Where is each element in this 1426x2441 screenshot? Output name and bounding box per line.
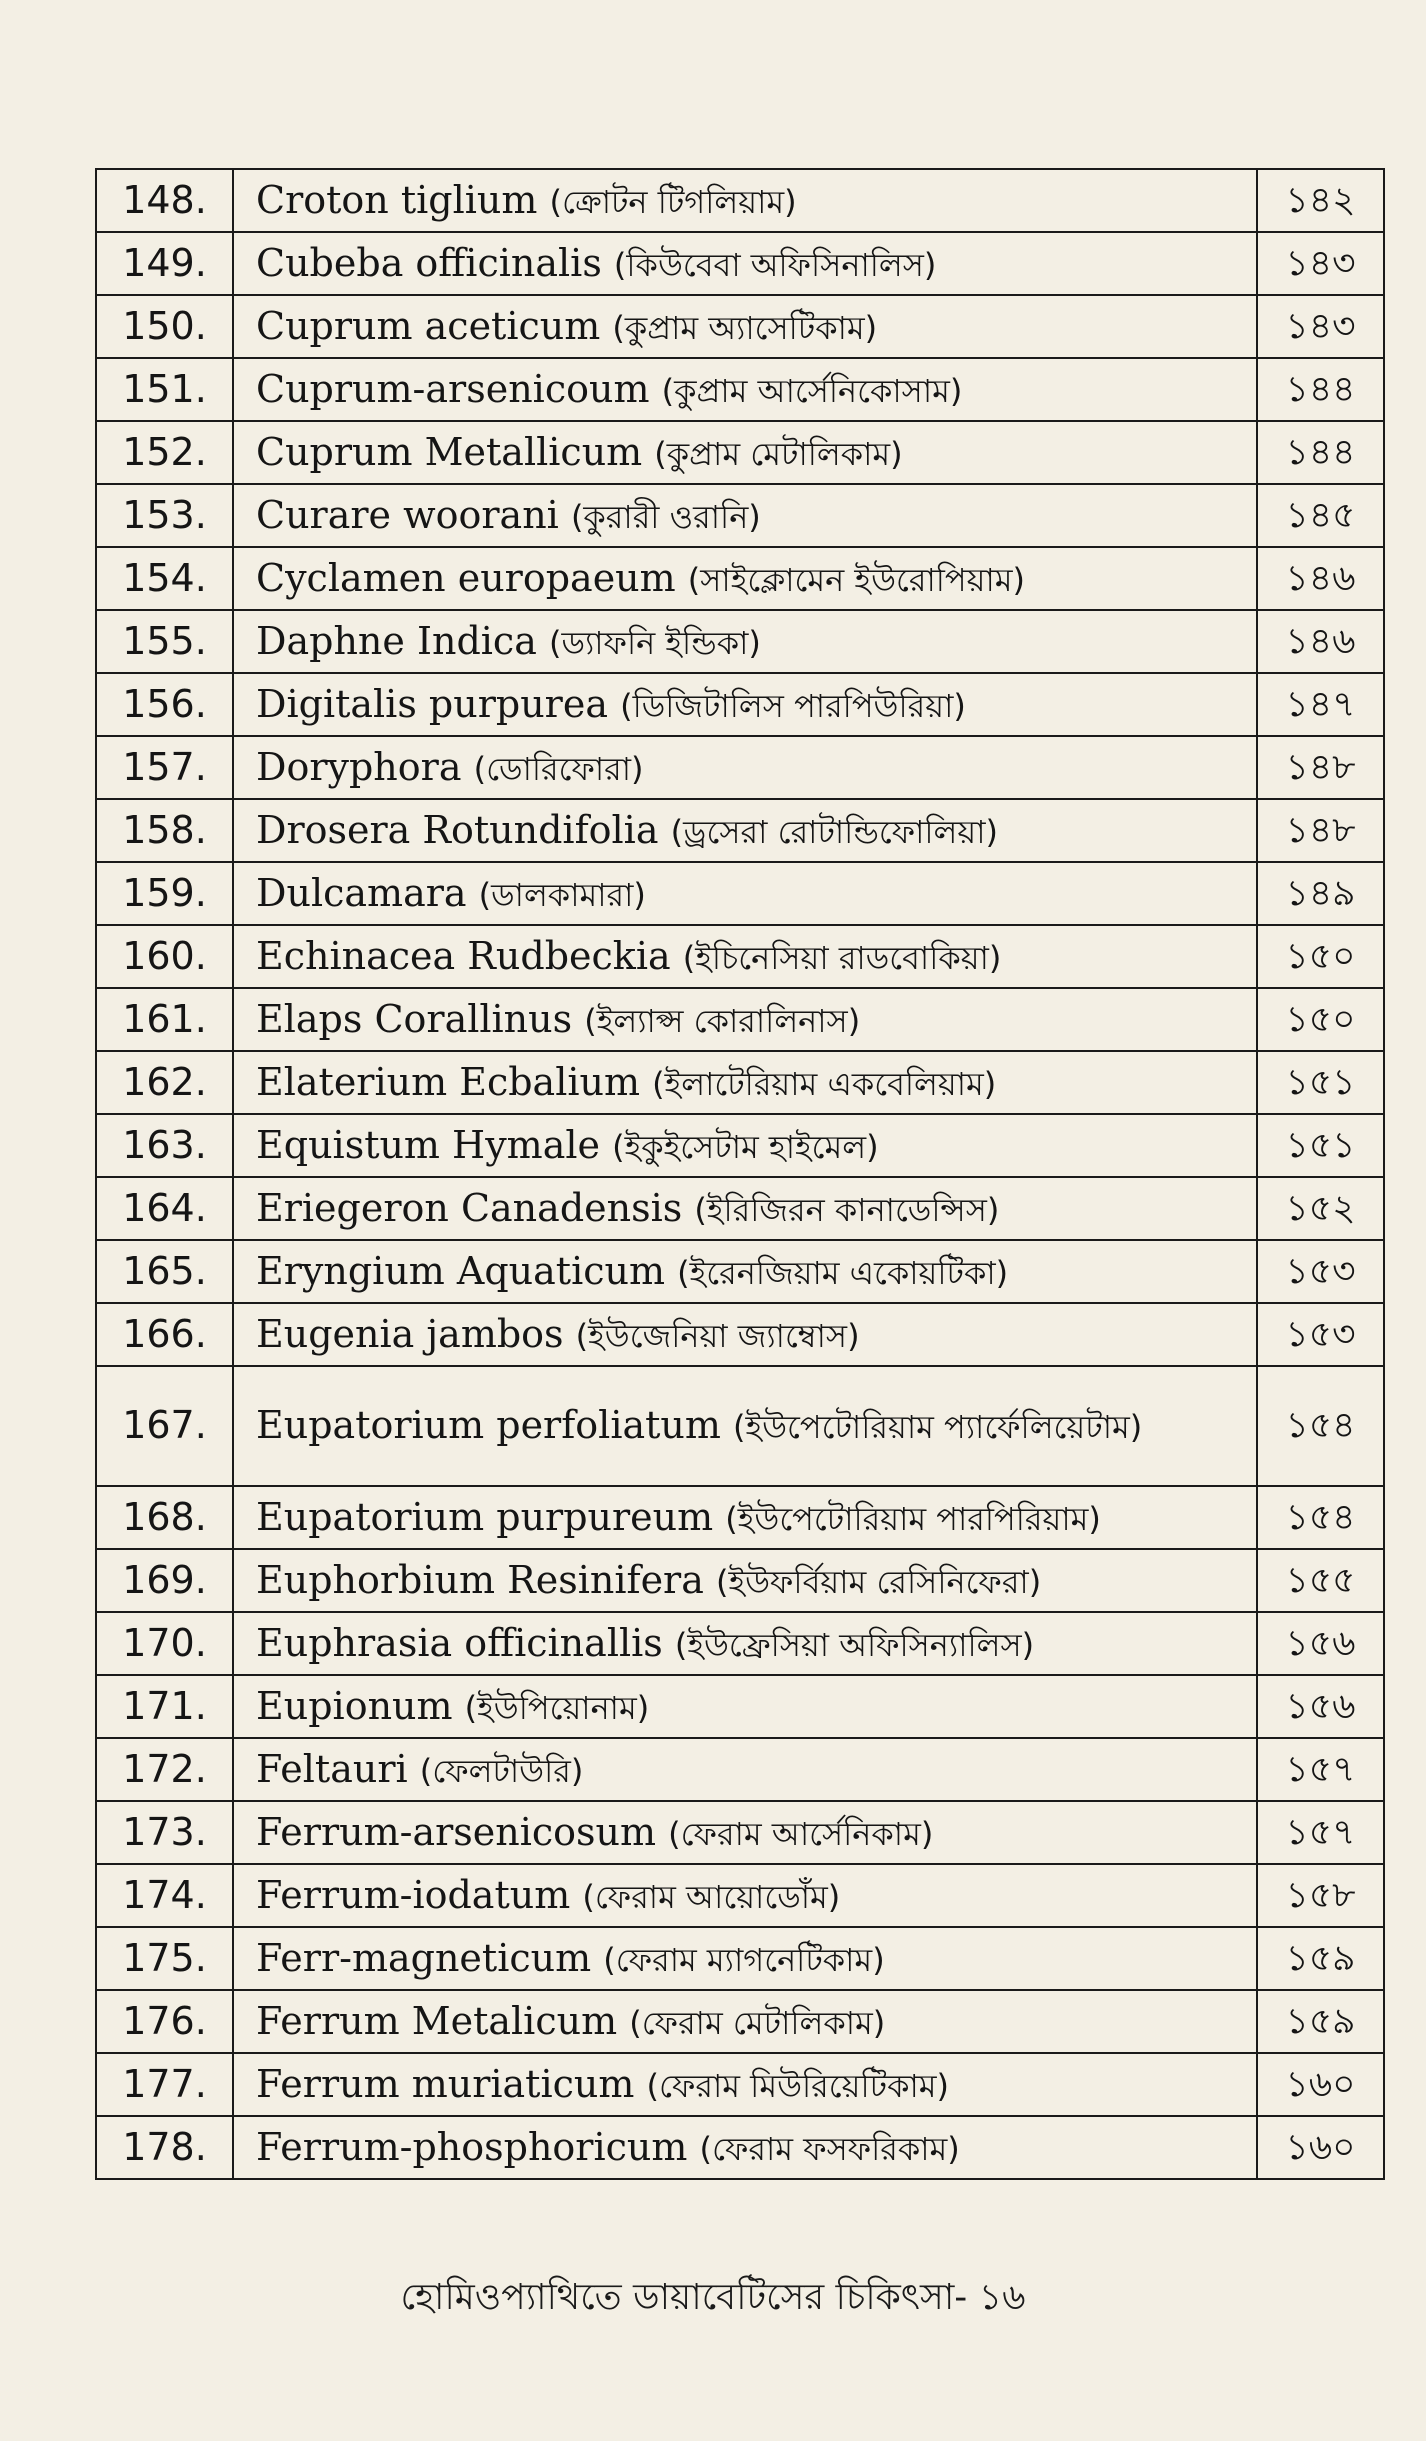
table-row xyxy=(96,547,1384,610)
entry-number: 169. xyxy=(96,1549,233,1612)
remedy-name xyxy=(233,1801,1257,1864)
remedy-name xyxy=(233,988,1257,1051)
page-number: ১৫০ xyxy=(1257,988,1384,1051)
page-number: ১৪৪ xyxy=(1257,421,1384,484)
remedy-name xyxy=(233,1366,1257,1486)
bengali-name: (ইউপেটোরিয়াম পারপিরিয়াম) xyxy=(725,1499,1101,1538)
entry-number: 167. xyxy=(96,1366,233,1486)
remedy-name xyxy=(233,1177,1257,1240)
latin-name: Dulcamara xyxy=(256,870,467,915)
entry-number: 173. xyxy=(96,1801,233,1864)
table-row xyxy=(96,1051,1384,1114)
remedy-name xyxy=(233,232,1257,295)
page-number: ১৪৯ xyxy=(1257,862,1384,925)
page-number: ১৪৬ xyxy=(1257,547,1384,610)
remedy-name xyxy=(233,1738,1257,1801)
table-row xyxy=(96,736,1384,799)
page-number: ১৪৮ xyxy=(1257,736,1384,799)
table-row xyxy=(96,358,1384,421)
page-number: ১৪২ xyxy=(1257,169,1384,232)
bengali-name: (কুপ্রাম অ্যাসেটিকাম) xyxy=(612,308,878,347)
table-row xyxy=(96,862,1384,925)
entry-number: 156. xyxy=(96,673,233,736)
latin-name: Feltauri xyxy=(256,1746,408,1791)
entry-number: 176. xyxy=(96,1990,233,2053)
page-footer: হোমিওপ্যাথিতে ডায়াবেটিসের চিকিৎসা- ১৬ xyxy=(400,2277,1026,2318)
entry-number: 152. xyxy=(96,421,233,484)
bengali-name: (কুপ্রাম মেটালিকাম) xyxy=(654,434,903,473)
remedy-name xyxy=(233,2053,1257,2116)
page-number: ১৪৬ xyxy=(1257,610,1384,673)
bengali-name: (ইরেনজিয়াম একোয়টিকা) xyxy=(677,1253,1009,1292)
page-number: ১৫৭ xyxy=(1257,1738,1384,1801)
table-row xyxy=(96,1612,1384,1675)
latin-name: Ferrum-arsenicosum xyxy=(256,1809,657,1854)
table-row xyxy=(96,484,1384,547)
table-row xyxy=(96,799,1384,862)
bengali-name: (ফেরাম ম্যাগনেটিকাম) xyxy=(603,1940,885,1979)
latin-name: Euphorbium Resinifera xyxy=(256,1557,704,1602)
page-number: ১৪৭ xyxy=(1257,673,1384,736)
page-number: ১৪৮ xyxy=(1257,799,1384,862)
page-number: ১৫১ xyxy=(1257,1114,1384,1177)
table-row xyxy=(96,610,1384,673)
latin-name: Ferr-magneticum xyxy=(256,1935,592,1980)
entry-number: 154. xyxy=(96,547,233,610)
bengali-name: (ডিজিটালিস পারপিউরিয়া) xyxy=(620,686,966,725)
remedy-name xyxy=(233,1303,1257,1366)
bengali-name: (ইউফ্রেসিয়া অফিসিন্যালিস) xyxy=(674,1625,1035,1664)
page-number: ১৪৩ xyxy=(1257,232,1384,295)
table-row xyxy=(96,1177,1384,1240)
table-row xyxy=(96,1303,1384,1366)
remedy-name xyxy=(233,1990,1257,2053)
bengali-name: (ইউপেটোরিয়াম প্যার্ফেলিয়েটাম) xyxy=(733,1408,1143,1447)
page-number: ১৫৪ xyxy=(1257,1366,1384,1486)
bengali-name: (কিউবেবা অফিসিনালিস) xyxy=(613,245,937,284)
bengali-name: (ফেরাম আর্সেনিকাম) xyxy=(668,1814,934,1853)
page-number: ১৫৯ xyxy=(1257,1927,1384,1990)
remedy-name xyxy=(233,925,1257,988)
remedy-name xyxy=(233,295,1257,358)
table-row xyxy=(96,1927,1384,1990)
remedy-name xyxy=(233,1114,1257,1177)
entry-number: 175. xyxy=(96,1927,233,1990)
latin-name: Ferrum-iodatum xyxy=(256,1872,571,1917)
table-row xyxy=(96,1114,1384,1177)
bengali-name: (ডালকামারা) xyxy=(478,875,646,914)
latin-name: Elaps Corallinus xyxy=(256,996,573,1041)
remedy-index-table xyxy=(95,168,1385,2180)
page-number: ১৫৫ xyxy=(1257,1549,1384,1612)
latin-name: Eugenia jambos xyxy=(256,1311,564,1356)
entry-number: 151. xyxy=(96,358,233,421)
remedy-name xyxy=(233,1927,1257,1990)
latin-name: Ferrum Metalicum xyxy=(256,1998,618,2043)
table-row xyxy=(96,2053,1384,2116)
page-number: ১৫০ xyxy=(1257,925,1384,988)
remedy-name xyxy=(233,421,1257,484)
table-row xyxy=(96,673,1384,736)
table-row xyxy=(96,1240,1384,1303)
bengali-name: (ড্যাফনি ইন্ডিকা) xyxy=(548,623,761,662)
latin-name: Eryngium Aquaticum xyxy=(256,1248,666,1293)
remedy-name xyxy=(233,799,1257,862)
bengali-name: (ইলাটেরিয়াম একবেলিয়াম) xyxy=(652,1064,997,1103)
entry-number: 165. xyxy=(96,1240,233,1303)
bengali-name: (কুরারী ওরানি) xyxy=(570,497,761,536)
latin-name: Euphrasia officinallis xyxy=(256,1620,663,1665)
latin-name: Cuprum aceticum xyxy=(256,303,601,348)
bengali-name: (ফেরাম মিউরিয়েটিকাম) xyxy=(646,2066,949,2105)
bengali-name: (ডোরিফোরা) xyxy=(473,749,644,788)
entry-number: 162. xyxy=(96,1051,233,1114)
bengali-name: (কুপ্রাম আর্সেনিকোসাম) xyxy=(661,371,963,410)
page-number: ১৫৬ xyxy=(1257,1675,1384,1738)
entry-number: 178. xyxy=(96,2116,233,2179)
page-number: ১৫৪ xyxy=(1257,1486,1384,1549)
page-number: ১৫৩ xyxy=(1257,1240,1384,1303)
table-row xyxy=(96,421,1384,484)
latin-name: Cyclamen europaeum xyxy=(256,555,676,600)
entry-number: 174. xyxy=(96,1864,233,1927)
table-row xyxy=(96,169,1384,232)
entry-number: 177. xyxy=(96,2053,233,2116)
remedy-name xyxy=(233,547,1257,610)
latin-name: Ferrum-phosphoricum xyxy=(256,2124,688,2169)
remedy-name xyxy=(233,358,1257,421)
remedy-name xyxy=(233,169,1257,232)
table-row xyxy=(96,1801,1384,1864)
latin-name: Curare woorani xyxy=(256,492,559,537)
latin-name: Cubeba officinalis xyxy=(256,240,602,285)
entry-number: 150. xyxy=(96,295,233,358)
table-row xyxy=(96,2116,1384,2179)
entry-number: 168. xyxy=(96,1486,233,1549)
entry-number: 153. xyxy=(96,484,233,547)
remedy-name xyxy=(233,1486,1257,1549)
table-row xyxy=(96,1366,1384,1486)
entry-number: 171. xyxy=(96,1675,233,1738)
page-number: ১৫৯ xyxy=(1257,1990,1384,2053)
latin-name: Cuprum-arsenicoum xyxy=(256,366,650,411)
page-number: ১৫১ xyxy=(1257,1051,1384,1114)
latin-name: Elaterium Ecbalium xyxy=(256,1059,641,1104)
bengali-name: (ইচিনেসিয়া রাডবোকিয়া) xyxy=(682,938,1002,977)
table-row xyxy=(96,1486,1384,1549)
entry-number: 166. xyxy=(96,1303,233,1366)
page-number: ১৫৮ xyxy=(1257,1864,1384,1927)
entry-number: 149. xyxy=(96,232,233,295)
latin-name: Drosera Rotundifolia xyxy=(256,807,659,852)
entry-number: 157. xyxy=(96,736,233,799)
entry-number: 159. xyxy=(96,862,233,925)
latin-name: Eupatorium perfoliatum xyxy=(256,1403,721,1448)
page-number: ১৪৪ xyxy=(1257,358,1384,421)
latin-name: Croton tiglium xyxy=(256,177,538,222)
bengali-name: (ফেলটাউরি) xyxy=(419,1751,584,1790)
page-number: ১৬০ xyxy=(1257,2053,1384,2116)
page-number: ১৫৬ xyxy=(1257,1612,1384,1675)
bengali-name: (ক্রোটন টিগলিয়াম) xyxy=(549,182,797,221)
entry-number: 160. xyxy=(96,925,233,988)
remedy-name xyxy=(233,862,1257,925)
table-row xyxy=(96,1549,1384,1612)
latin-name: Digitalis purpurea xyxy=(256,681,608,726)
remedy-name xyxy=(233,1675,1257,1738)
bengali-name: (ফেরাম আয়োডোঁম) xyxy=(582,1877,841,1916)
latin-name: Ferrum muriaticum xyxy=(256,2061,635,2106)
remedy-name xyxy=(233,673,1257,736)
latin-name: Equistum Hymale xyxy=(256,1122,600,1167)
bengali-name: (ইল্যাপ্স কোরালিনাস) xyxy=(584,1001,861,1040)
bengali-name: (ইকুইসেটাম হাইমেল) xyxy=(612,1127,879,1166)
latin-name: Doryphora xyxy=(256,744,462,789)
remedy-name xyxy=(233,1549,1257,1612)
bengali-name: (ড্রসেরা রোটান্ডিফোলিয়া) xyxy=(670,812,999,851)
entry-number: 158. xyxy=(96,799,233,862)
entry-number: 164. xyxy=(96,1177,233,1240)
remedy-name xyxy=(233,2116,1257,2179)
remedy-name xyxy=(233,484,1257,547)
page-number: ১৬০ xyxy=(1257,2116,1384,2179)
page-number: ১৪৫ xyxy=(1257,484,1384,547)
table-row xyxy=(96,1675,1384,1738)
latin-name: Eriegeron Canadensis xyxy=(256,1185,683,1230)
table-row xyxy=(96,1738,1384,1801)
remedy-name xyxy=(233,736,1257,799)
entry-number: 155. xyxy=(96,610,233,673)
table-row xyxy=(96,1864,1384,1927)
remedy-name xyxy=(233,1240,1257,1303)
table-row xyxy=(96,232,1384,295)
remedy-name xyxy=(233,610,1257,673)
page-number: ১৫২ xyxy=(1257,1177,1384,1240)
bengali-name: (ফেরাম ফসফরিকাম) xyxy=(699,2129,960,2168)
entry-number: 161. xyxy=(96,988,233,1051)
page-number: ১৫৭ xyxy=(1257,1801,1384,1864)
table-row xyxy=(96,988,1384,1051)
bengali-name: (ফেরাম মেটালিকাম) xyxy=(629,2003,886,2042)
remedy-index-body xyxy=(96,169,1384,2179)
entry-number: 163. xyxy=(96,1114,233,1177)
bengali-name: (ইউফর্বিয়াম রেসিনিফেরা) xyxy=(715,1562,1042,1601)
latin-name: Eupionum xyxy=(256,1683,453,1728)
entry-number: 170. xyxy=(96,1612,233,1675)
page-number: ১৫৩ xyxy=(1257,1303,1384,1366)
remedy-name xyxy=(233,1051,1257,1114)
bengali-name: (সাইক্লোমেন ইউরোপিয়াম) xyxy=(687,560,1026,599)
table-row xyxy=(96,295,1384,358)
page-number: ১৪৩ xyxy=(1257,295,1384,358)
table-row xyxy=(96,925,1384,988)
bengali-name: (ইউজেনিয়া জ্যাম্বোস) xyxy=(575,1316,860,1355)
bengali-name: (ইউপিয়োনাম) xyxy=(464,1688,650,1727)
bengali-name: (ইরিজিরন কানাডেন্সিস) xyxy=(694,1190,1000,1229)
remedy-name xyxy=(233,1864,1257,1927)
remedy-name xyxy=(233,1612,1257,1675)
latin-name: Echinacea Rudbeckia xyxy=(256,933,671,978)
latin-name: Cuprum Metallicum xyxy=(256,429,643,474)
entry-number: 148. xyxy=(96,169,233,232)
latin-name: Daphne Indica xyxy=(256,618,537,663)
table-row xyxy=(96,1990,1384,2053)
entry-number: 172. xyxy=(96,1738,233,1801)
latin-name: Eupatorium purpureum xyxy=(256,1494,714,1539)
